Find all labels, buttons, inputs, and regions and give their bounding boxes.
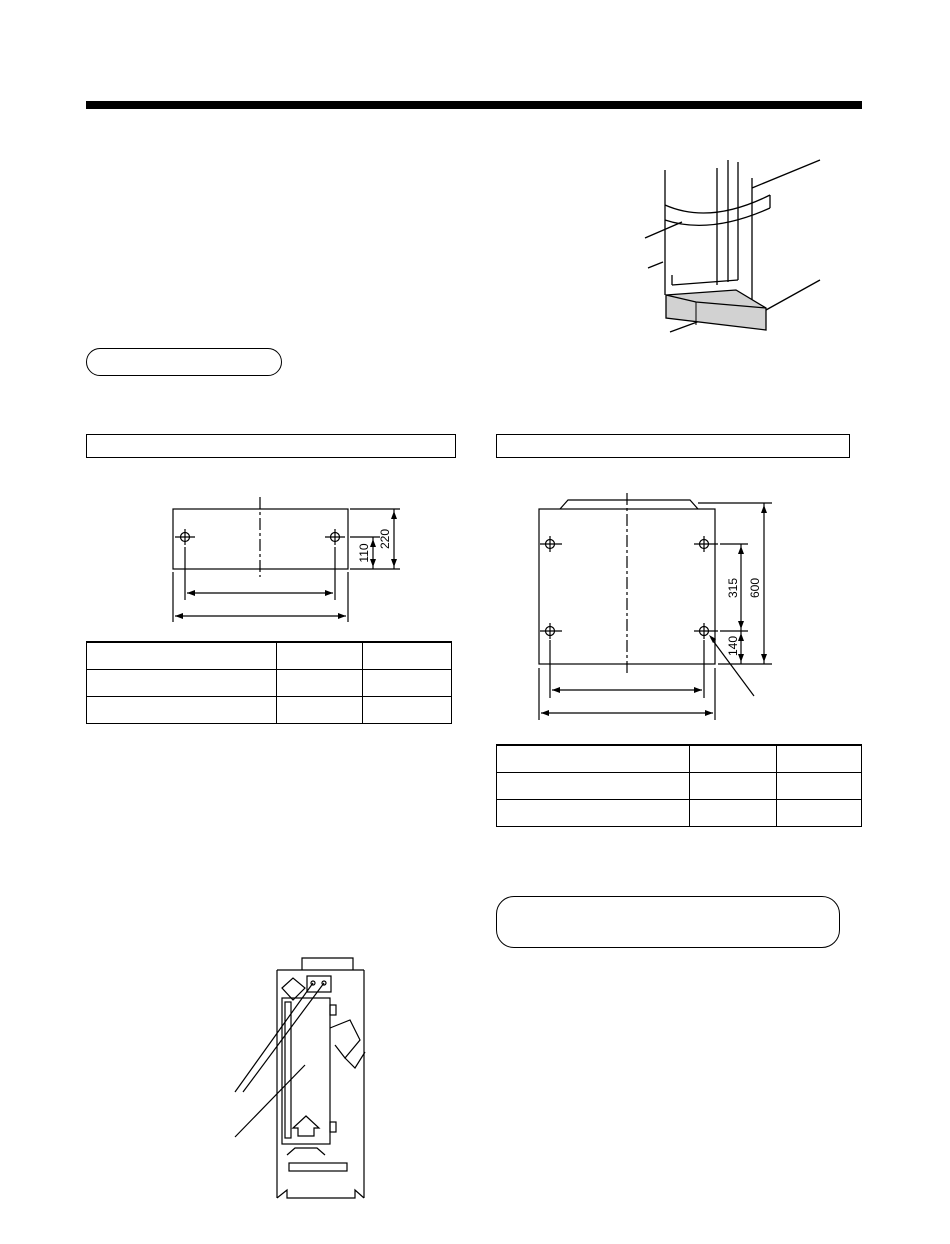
heading-pill (86, 348, 282, 376)
dim-140: 140 (726, 635, 740, 657)
table-row (497, 745, 862, 772)
table-row (497, 799, 862, 826)
dim-220: 220 (378, 528, 392, 550)
dim-315: 315 (726, 577, 740, 599)
unit-base-illustration (630, 150, 830, 345)
top-rule (86, 101, 862, 109)
right-dimension-drawing (530, 488, 780, 723)
unit-interior-illustration (225, 950, 375, 1200)
table-row (497, 772, 862, 799)
section-header-right (496, 434, 850, 458)
dim-110: 110 (357, 543, 371, 563)
dim-600: 600 (748, 577, 762, 599)
left-dimension-drawing (165, 492, 425, 627)
table-row (87, 696, 452, 723)
right-spec-table (496, 744, 862, 827)
table-row (87, 669, 452, 696)
table-row (87, 642, 452, 669)
left-spec-table (86, 641, 452, 724)
section-header-left (86, 434, 456, 458)
callout-box (496, 896, 840, 948)
